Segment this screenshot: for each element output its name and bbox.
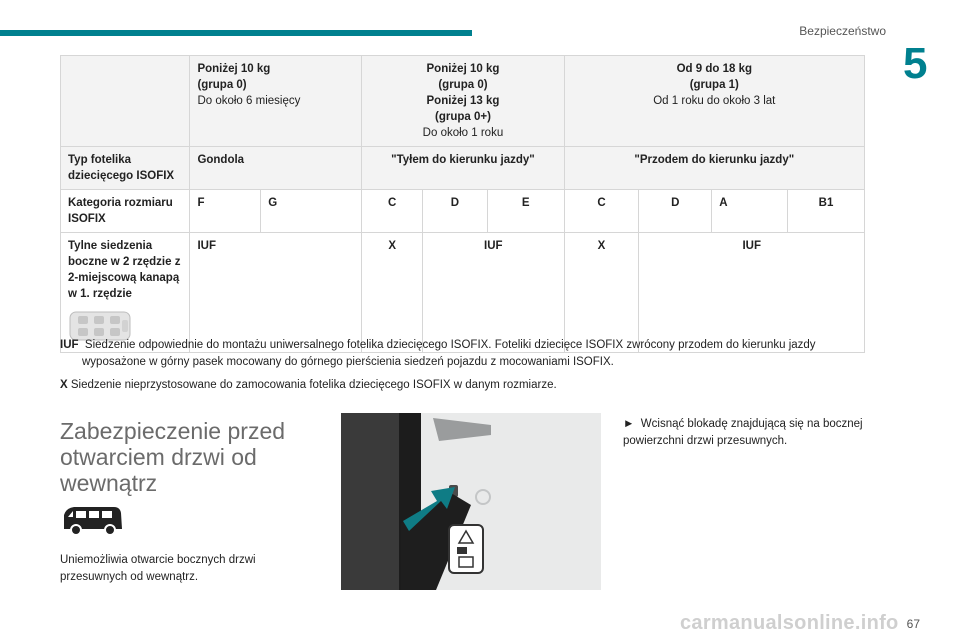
note-iuf-text: Siedzenie odpowiednie do montażu uniwersalnego fotelika dziecięcego ISOFIX. Foteliki dziecięce ISOFIX zwrócony przodem do kierunku jazdy wyposażone w górny pasek mocowany do górnego pierścienia siedzeń pojazdu z mocowaniami ISOFIX.: [82, 339, 816, 368]
group1-title1: Od 9 do 18 kg: [676, 63, 752, 75]
seat-cell: X: [564, 233, 639, 353]
isofix-table: [60, 55, 865, 353]
type-gondola: Gondola: [190, 147, 362, 190]
table-row-seats: [61, 233, 865, 353]
size-cell: D: [639, 190, 712, 233]
group0p-title1: Poniżej 10 kg: [426, 63, 500, 75]
size-cell: C: [564, 190, 639, 233]
header-group-1: [564, 56, 864, 147]
seat-cell: IUF: [190, 233, 362, 353]
group0p-subtitle: Do około 1 roku: [422, 127, 504, 139]
seat-cell: X: [362, 233, 423, 353]
group0p-title2: (grupa 0): [438, 79, 488, 91]
note-x-key: X: [60, 379, 68, 391]
bullet-text: Wcisnąć blokadę znajdującą się na bocznej powierzchni drzwi przesuwnych.: [623, 418, 863, 447]
chapter-number: 5: [903, 39, 928, 88]
door-lock-photo: [341, 413, 601, 590]
row-label-seats-cell: [61, 233, 190, 353]
top-accent-bar: [0, 30, 472, 36]
group0p-title3: Poniżej 13 kg: [426, 95, 500, 107]
group0-title2: (grupa 0): [197, 79, 247, 91]
row-label-size: Kategoria rozmiaru ISOFIX: [61, 190, 190, 233]
table-notes: [60, 337, 860, 400]
size-cell: A: [712, 190, 788, 233]
instruction-bullet: [623, 416, 883, 450]
size-cell: B1: [788, 190, 865, 233]
group0-title1: Poniżej 10 kg: [197, 63, 271, 75]
group1-subtitle: Od 1 roku do około 3 lat: [653, 95, 776, 107]
seat-cell: IUF: [639, 233, 865, 353]
size-cell: G: [261, 190, 362, 233]
table-row-type: [61, 147, 865, 190]
size-cell: C: [362, 190, 423, 233]
section-heading: Zabezpieczenie przed otwarciem drzwi od wewnątrz: [60, 418, 286, 496]
group0p-title4: (grupa 0+): [434, 111, 491, 123]
bullet-marker-icon: ►: [623, 418, 635, 430]
table-header-row: [61, 56, 865, 147]
header-empty-cell: [61, 56, 190, 147]
type-forward-facing: "Przodem do kierunku jazdy": [564, 147, 864, 190]
page-number: 67: [906, 617, 920, 631]
table-row-size: [61, 190, 865, 233]
seat-cell: IUF: [423, 233, 565, 353]
size-cell: F: [190, 190, 261, 233]
note-x: [60, 377, 860, 394]
header-group-0plus: [362, 56, 564, 147]
note-iuf-key: IUF: [60, 339, 79, 351]
group1-title2: (grupa 1): [689, 79, 739, 91]
note-x-text: Siedzenie nieprzystosowane do zamocowania fotelika dziecięcego ISOFIX w danym rozmiarze.: [70, 379, 557, 391]
row-label-type: Typ fotelika dziecięcego ISOFIX: [61, 147, 190, 190]
group0-subtitle: Do około 6 miesięcy: [197, 95, 301, 107]
row-label-seats: Tylne siedzenia boczne w 2 rzędzie z 2-miejscową kanapą w 1. rzędzie: [68, 240, 181, 300]
size-cell: D: [423, 190, 488, 233]
van-icon: [60, 503, 124, 539]
section-paragraph: Uniemożliwia otwarcie bocznych drzwi przesuwnych od wewnątrz.: [60, 554, 256, 583]
watermark: carmanualsonline.info: [680, 612, 899, 634]
type-rear-facing: "Tyłem do kierunku jazdy": [362, 147, 564, 190]
note-iuf: [60, 337, 860, 371]
size-cell: E: [487, 190, 564, 233]
header-group-0: [190, 56, 362, 147]
section-title: Bezpieczeństwo: [799, 24, 886, 38]
